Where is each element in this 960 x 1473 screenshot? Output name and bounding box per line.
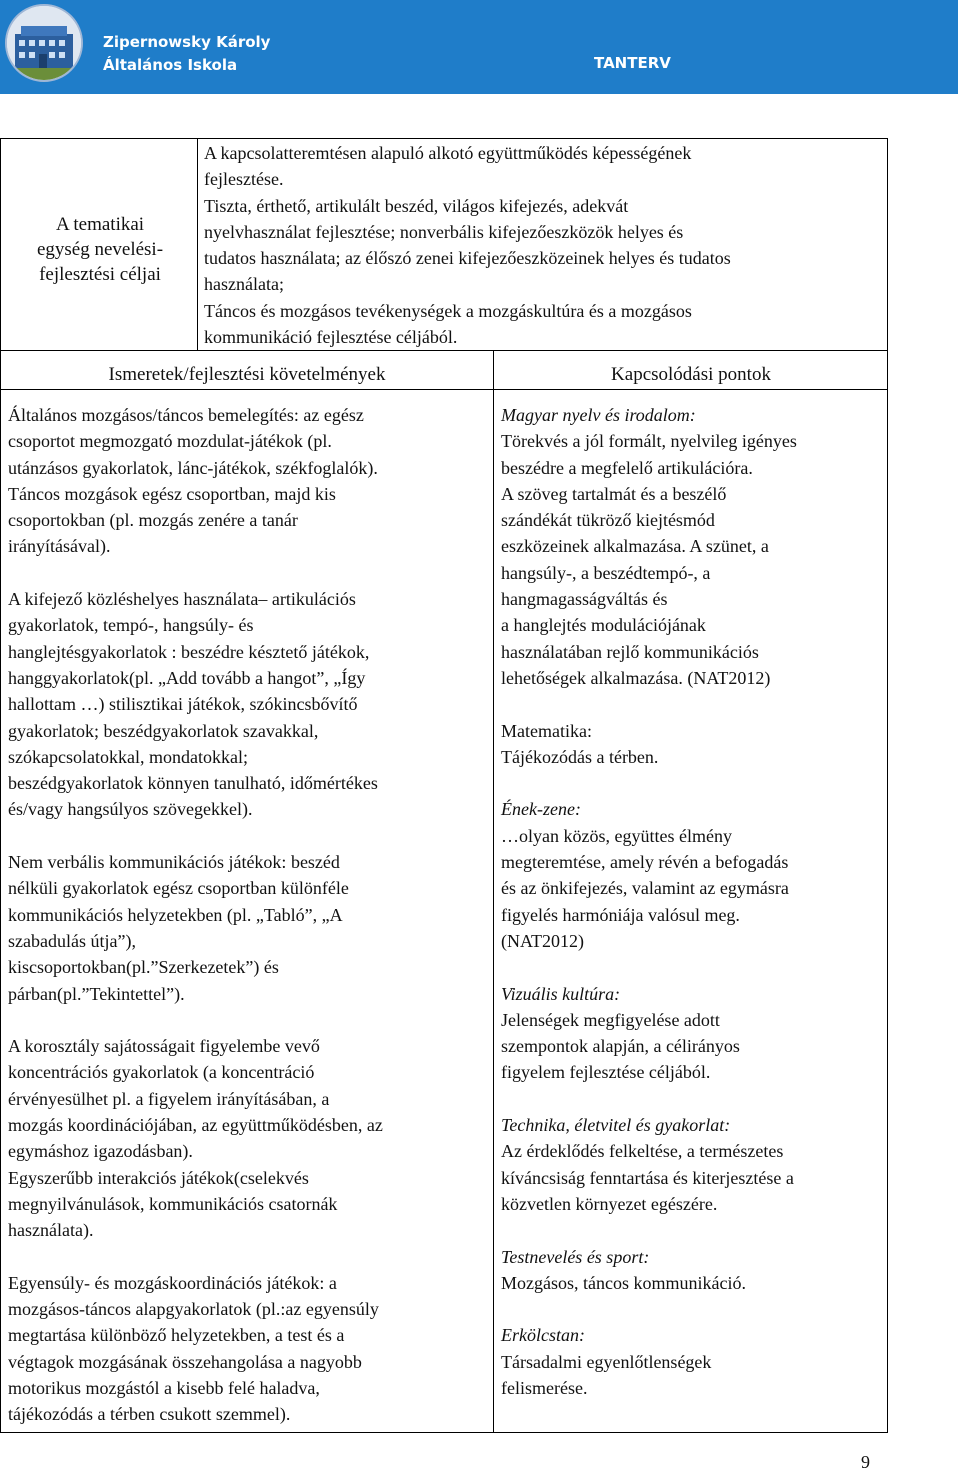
school-name bbox=[103, 31, 270, 77]
section-label-line: egység nevelési- bbox=[36, 239, 164, 260]
requirement-line: csoportot megmozgató mozdulat-játékok (pl. bbox=[8, 431, 332, 452]
connection-heading: Ének-zene: bbox=[501, 799, 581, 820]
connection-line: kíváncsiság fenntartása és kiterjesztése a bbox=[501, 1167, 794, 1188]
requirement-line: gyakorlatok, tempó-, hangsúly- és bbox=[8, 615, 254, 636]
school-name-line1: Zipernowsky Károly bbox=[103, 33, 271, 51]
connection-heading: Matematika: bbox=[501, 720, 592, 741]
goals-line: A kapcsolatteremtésen alapuló alkotó együttműködés képességének bbox=[204, 143, 692, 163]
connection-heading: Magyar nyelv és irodalom: bbox=[501, 405, 696, 425]
requirement-line: nélküli gyakorlatok egész csoportban különféle bbox=[8, 878, 349, 899]
connection-line: lehetőségek alkalmazása. (NAT2012) bbox=[501, 667, 771, 688]
requirement-line: érvényesülhet pl. a figyelem irányításában, a bbox=[8, 1088, 330, 1109]
connection-block-technology bbox=[501, 1112, 883, 1217]
requirement-line: megnyilvánulások, kommunikációs csatornák bbox=[8, 1193, 338, 1214]
page-number: 9 bbox=[861, 1452, 870, 1472]
requirement-line: koncentrációs gyakorlatok (a koncentráció bbox=[8, 1062, 315, 1083]
requirement-paragraph bbox=[8, 402, 488, 560]
requirement-line: Egyensúly- és mozgáskoordinációs játékok: a bbox=[8, 1272, 337, 1293]
connection-line: közvetlen környezet egészére. bbox=[501, 1193, 718, 1214]
connection-block-pe bbox=[501, 1244, 883, 1297]
requirement-line: szabadulás útja”), bbox=[8, 930, 136, 951]
requirement-paragraph bbox=[8, 849, 488, 1007]
connection-line: figyelés harmóniája valósul meg. bbox=[501, 904, 740, 925]
connection-line: szempontok alapján, a célirányos bbox=[501, 1036, 740, 1057]
table-top-border bbox=[0, 138, 888, 139]
requirement-line: hanggyakorlatok(pl. „Add tovább a hangot”, „Így bbox=[8, 667, 366, 688]
connection-line: figyelem fejlesztése céljából. bbox=[501, 1062, 711, 1083]
connection-line: A szöveg tartalmát és a beszélő bbox=[501, 483, 727, 504]
connection-line: Társadalmi egyenlőtlenségek bbox=[501, 1351, 712, 1372]
requirement-line: Nem verbális kommunikációs játékok: beszéd bbox=[8, 852, 340, 873]
goals-line: Tiszta, érthető, artikulált beszéd, világos kifejezés, adekvát bbox=[204, 195, 629, 216]
section-label-line: fejlesztési céljai bbox=[39, 264, 161, 285]
connection-line: a hanglejtés modulációjának bbox=[501, 615, 706, 636]
goals-line: kommunikáció fejlesztése céljából. bbox=[204, 327, 458, 348]
requirement-line: végtagok mozgásának összehangolása a nagyobb bbox=[8, 1351, 362, 1372]
requirement-line: beszédgyakorlatok könnyen tanulható, időmértékes bbox=[8, 773, 378, 794]
connection-line: beszédre a megfelelő artikulációra. bbox=[501, 457, 753, 478]
requirement-line: Táncos mozgások egész csoportban, majd kis bbox=[8, 483, 336, 504]
connection-block-math bbox=[501, 718, 883, 771]
content-column-divider bbox=[493, 350, 494, 1433]
connection-line: …olyan közös, együttes élmény bbox=[501, 825, 732, 846]
goals-line: tudatos használata; az élőszó zenei kifejezőeszközeinek helyes és tudatos bbox=[204, 248, 731, 269]
requirement-line: tájékozódás a térben csukott szemmel). bbox=[8, 1404, 291, 1425]
requirement-line: megtartása különböző helyzetekben, a test és a bbox=[8, 1325, 345, 1346]
school-name-line2: Általános Iskola bbox=[103, 56, 238, 74]
requirement-line: egymáshoz igazodásban). bbox=[8, 1141, 193, 1162]
requirement-line: kommunikációs helyzetekben (pl. „Tabló”, „A bbox=[8, 904, 343, 925]
connection-heading: Technika, életvitel és gyakorlat: bbox=[501, 1115, 731, 1136]
connection-line: Az érdeklődés felkeltése, a természetes bbox=[501, 1141, 784, 1162]
requirement-line: Egyszerűbb interakciós játékok(cselekvés bbox=[8, 1167, 309, 1188]
label-column-divider bbox=[197, 138, 198, 351]
requirement-line: mozgás koordinációjában, az együttműködésben, az bbox=[8, 1115, 383, 1136]
connection-heading: Testnevelés és sport: bbox=[501, 1246, 650, 1267]
requirement-line: és/vagy hangsúlyos szövegekkel). bbox=[8, 799, 253, 820]
table-left-border bbox=[0, 138, 1, 1433]
requirement-line: A korosztály sajátosságait figyelembe vevő bbox=[8, 1036, 320, 1057]
requirement-line: szókapcsolatokkal, mondatokkal; bbox=[8, 746, 248, 767]
requirement-line: A kifejező közléshelyes használata– artikulációs bbox=[8, 589, 356, 610]
goals-line: fejlesztése. bbox=[204, 169, 284, 190]
development-goals bbox=[204, 140, 880, 350]
requirement-line: párban(pl.”Tekintettel”). bbox=[8, 983, 185, 1004]
connection-line: Mozgásos, táncos kommunikáció. bbox=[501, 1272, 746, 1293]
connection-block-literature bbox=[501, 402, 883, 691]
connection-line: használatában rejlő kommunikációs bbox=[501, 641, 759, 662]
requirement-line: gyakorlatok; beszédgyakorlatok szavakkal, bbox=[8, 720, 319, 741]
connection-line: Tájékozódás a térben. bbox=[501, 746, 659, 767]
section-label-line: A tematikai bbox=[55, 214, 145, 235]
requirement-line: mozgásos-táncos alapgyakorlatok (pl.:az egyensúly bbox=[8, 1299, 379, 1320]
connection-heading: Erkölcstan: bbox=[501, 1325, 585, 1346]
connection-line: szándékát tükröző kiejtésmód bbox=[501, 510, 715, 531]
requirement-paragraph bbox=[8, 586, 488, 823]
connection-line: hangsúly-, a beszédtempó-, a bbox=[501, 562, 711, 583]
requirement-line: motorikus mozgástól a kisebb felé haladva, bbox=[8, 1377, 320, 1398]
connection-line: Törekvés a jól formált, nyelvileg igényes bbox=[501, 431, 797, 452]
requirement-line: használata). bbox=[8, 1220, 94, 1241]
requirement-line: hanglejtésgyakorlatok : beszédre késztető játékok, bbox=[8, 641, 370, 662]
table-right-border bbox=[887, 138, 888, 1433]
requirement-paragraph bbox=[8, 1270, 488, 1428]
requirement-line: Általános mozgásos/táncos bemelegítés: az egész bbox=[8, 405, 364, 425]
requirement-line: hallottam …) stilisztikai játékok, szókincsbővítő bbox=[8, 694, 358, 715]
requirement-paragraph bbox=[8, 1033, 488, 1243]
goals-line: nyelvhasználat fejlesztése; nonverbális kifejezőeszközök helyes és bbox=[204, 221, 684, 242]
goals-line: Táncos és mozgásos tevékenységek a mozgáskultúra és a mozgásos bbox=[204, 300, 692, 321]
connection-line: hangmagasságváltás és bbox=[501, 589, 668, 610]
connection-line: megteremtése, amely révén a befogadás bbox=[501, 852, 789, 873]
table-bottom-border bbox=[0, 1432, 888, 1433]
connections-column-header: Kapcsolódási pontok bbox=[611, 364, 771, 385]
connection-block-ethics bbox=[501, 1322, 883, 1401]
connection-line: (NAT2012) bbox=[501, 930, 584, 951]
connection-block-music bbox=[501, 796, 883, 954]
header-row-bottom-border bbox=[0, 389, 888, 390]
document-label: TANTERV bbox=[594, 54, 671, 72]
school-logo bbox=[5, 4, 83, 82]
connection-line: Jelenségek megfigyelése adott bbox=[501, 1009, 720, 1030]
connections-content bbox=[501, 402, 883, 1428]
requirements-column-header: Ismeretek/fejlesztési követelmények bbox=[108, 364, 386, 385]
requirement-line: kiscsoportokban(pl.”Szerkezetek”) és bbox=[8, 957, 279, 978]
connection-line: felismerése. bbox=[501, 1377, 588, 1398]
section-label bbox=[10, 212, 190, 287]
connection-block-visual-culture bbox=[501, 981, 883, 1086]
requirement-line: utánzásos gyakorlatok, lánc-játékok, székfoglalók). bbox=[8, 457, 378, 478]
connection-heading: Vizuális kultúra: bbox=[501, 983, 621, 1004]
connection-line: eszközeinek alkalmazása. A szünet, a bbox=[501, 536, 769, 557]
goals-line: használata; bbox=[204, 274, 284, 295]
requirement-line: irányításával). bbox=[8, 536, 111, 557]
connection-line: és az önkifejezés, valamint az egymásra bbox=[501, 878, 789, 899]
page-header bbox=[0, 0, 958, 94]
requirements-content bbox=[8, 402, 488, 1428]
requirement-line: csoportokban (pl. mozgás zenére a tanár bbox=[8, 510, 298, 531]
